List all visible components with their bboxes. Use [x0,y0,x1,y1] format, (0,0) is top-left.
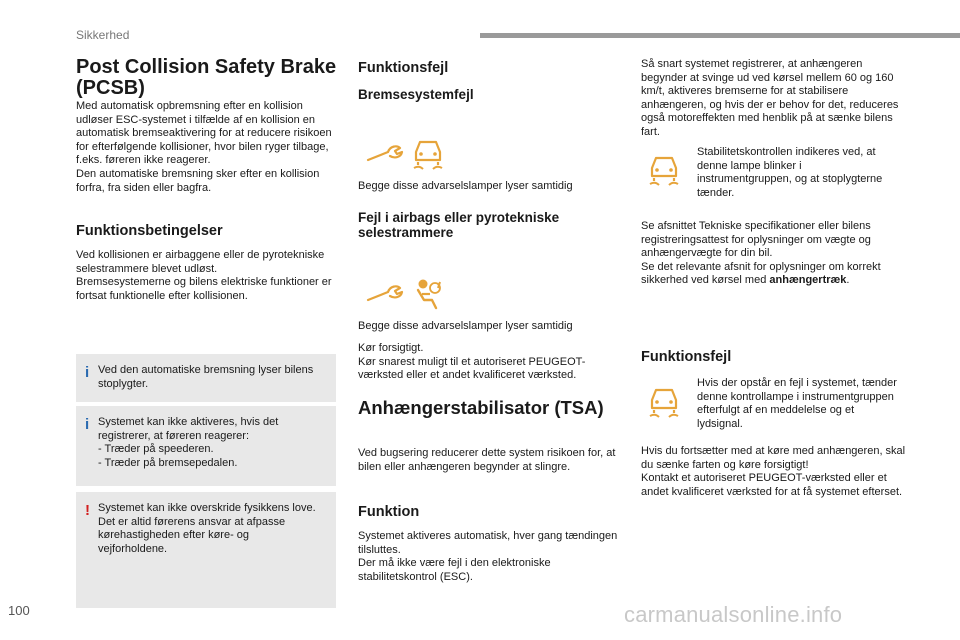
fault-lamp-text: Hvis der opstår en fejl i systemet, tænder denne kontrollampe i instrumentgruppen efterfulgt af en meddelelse og et lydsignal. [697,377,897,430]
tsa-fault-heading: Funktionsfejl [641,349,732,365]
airbag-lamps-caption: Begge disse advarselslamper lyser samtidig [358,320,573,332]
info-icon: i [85,364,90,381]
note-text: Ved den automatiske bremsning lyser bilens stoplygter. [98,364,314,390]
tsa-intro: Ved bugsering reducerer dette system risikoen for, at bilen eller anhængeren begynder at slingre. [358,447,616,473]
airbag-fault-heading: Fejl i airbags eller pyrotekniske selestrammere [358,210,560,240]
function-text: Systemet aktiveres automatisk, hver gang tændingen tilsluttes. Der må ikke være fejl i den elektroniske stabilitetskontrol (ESC). [358,530,618,583]
airbag-advice: Kør forsigtigt. Kør snarest muligt til et autoriseret PEUGEOT-værksted eller et andet kvalificeret værksted. [358,342,586,382]
stability-lamp-text: Stabilitetskontrollen indikeres ved, at denne lampe blinker i instrumentgruppen, og at stoplygterne tænder. [697,146,883,199]
trailer-stability-text: Så snart systemet registrerer, at anhængeren begynder at svinge ud ved kørsel mellem 60 og 160 km/t, aktiveres bremserne for at stabilisere anhængeren, og hvis der er behov for det, reduceres også motoreffekten med henblik på at sænke bilens fart. [641,58,899,138]
watermark-footer: carmanualsonline.info [624,602,843,627]
refer-text-end: . [846,274,850,287]
brake-lamps-caption: Begge disse advarselslamper lyser samtidig [358,180,573,192]
esc-warning-lamp-icon [410,136,446,172]
fault-advice: Hvis du fortsætter med at køre med anhængeren, skal du sænke farten og køre forsigtigt! Kontakt et autoriseret PEUGEOT-værksted eller et andet kvalificeret værksted for at få systemet efterset. [641,445,906,498]
info-icon: i [85,416,90,433]
page-title: Post Collision Safety Brake (PCSB) [76,56,337,99]
page-number: 100 [8,603,30,618]
refer-text [641,220,909,288]
pcsb-intro: Med automatisk opbremsning efter en kollision udløser ESC-systemet i tilfælde af en kollision en automatisk bremseaktivering for at reducere risikoen for efterfølgende kollisioner, hvor bilen ryger tilbage, f.eks. føreren ikke reagerer. Den automatiske bremsning sker efter en kollision forfra, fra siden eller bagfra. [76,100,332,194]
wrench-icon [366,144,404,164]
brake-fault-heading: Bremsesystemfejl [358,87,474,102]
note-text: Systemet kan ikke aktiveres, hvis det registrerer, at føreren reagerer: - Træder på speederen. - Træder på bremsepedalen. [98,416,279,469]
info-note-stoplights [76,354,336,402]
conditions-heading: Funktionsbetingelser [76,223,223,239]
fault-heading: Funktionsfejl [358,60,449,76]
info-note-driver-reaction [76,406,336,486]
header-rule [480,33,960,38]
refer-text-main: Se afsnittet Tekniske specifikationer eller bilens registreringsattest for oplysninger om vægte og anhængervægte for din bil. Se det relevante afsnit for oplysninger om korrekt sikkerhed ved kørsel med [641,220,881,287]
alert-note-physics [76,492,336,608]
conditions-text: Ved kollisionen er airbaggene eller de pyrotekniske selestrammere blevet udløst. Bremsesystemerne og bilens elektriske funktioner er fortsat funktionelle efter kollisionen. [76,249,332,302]
esc-warning-lamp-icon [646,152,682,188]
refer-text-bold: anhængertræk [769,274,847,287]
esc-warning-lamp-icon [646,384,682,420]
alert-icon: ! [85,502,90,519]
function-heading: Funktion [358,504,420,520]
section-label: Sikkerhed [76,28,130,42]
note-text: Systemet kan ikke overskride fysikkens love. Det er altid førerens ansvar at afpasse kørehastigheden efter køre- og vejforholdene. [98,502,316,555]
tsa-heading: Anhængerstabilisator (TSA) [358,397,604,418]
wrench-icon [366,284,404,304]
airbag-warning-lamp-icon [410,276,446,312]
